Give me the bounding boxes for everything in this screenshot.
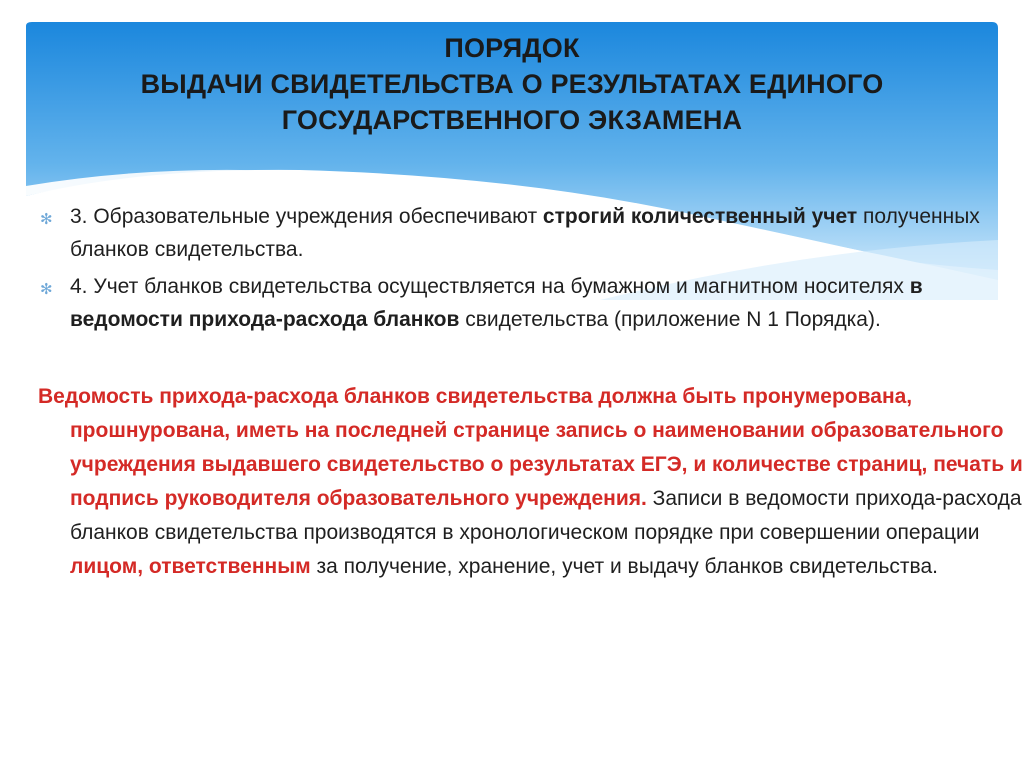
body-text: за получение, хранение, учет и выдачу бланков свидетельства. <box>310 555 938 578</box>
ledger-requirements-paragraph <box>38 380 1024 584</box>
bullet-bold-text: строгий количественный учет <box>542 205 858 228</box>
highlight-text: , иметь на последней странице запись о наименовании образовательного учреждения выдавшего свидетельство о результатах ЕГЭ, и количестве страниц, печать и подпись руководителя образовательного учреждения. <box>70 419 1023 510</box>
bullet-text: полученных бланков свидетельства. <box>70 205 980 261</box>
highlight-text: лицом, ответственным <box>70 555 311 578</box>
asterisk-bullet-icon: ✻ <box>40 281 53 298</box>
bullet-item-3 <box>38 200 998 266</box>
bullet-text: свидетельства (приложение N 1 Порядка). <box>459 308 881 331</box>
bullet-text: 3. Образовательные учреждения обеспечивают <box>70 205 543 228</box>
highlight-text: Ведомость прихода-расхода бланков свидетельства должна быть пронумерована, прошнурована <box>38 385 913 442</box>
title-line-3: ГОСУДАРСТВЕННОГО ЭКЗАМЕНА <box>281 105 743 135</box>
title-line-1: ПОРЯДОК <box>444 33 580 63</box>
body-text: Записи в ведомости прихода-расхода бланков свидетельства производятся в хронологическом порядке при совершении операции <box>70 487 1022 544</box>
asterisk-bullet-icon: ✻ <box>40 211 53 228</box>
bullet-text: 4. Учет бланков свидетельства осуществляется на бумажном и магнитном носителях <box>70 275 910 298</box>
bullet-list <box>38 200 998 340</box>
slide-title <box>40 30 984 138</box>
title-line-2: ВЫДАЧИ СВИДЕТЕЛЬСТВА О РЕЗУЛЬТАТАХ ЕДИНОГО <box>140 69 884 99</box>
bullet-bold-text: в ведомости прихода-расхода бланков <box>70 275 923 331</box>
bullet-item-4 <box>38 270 998 336</box>
